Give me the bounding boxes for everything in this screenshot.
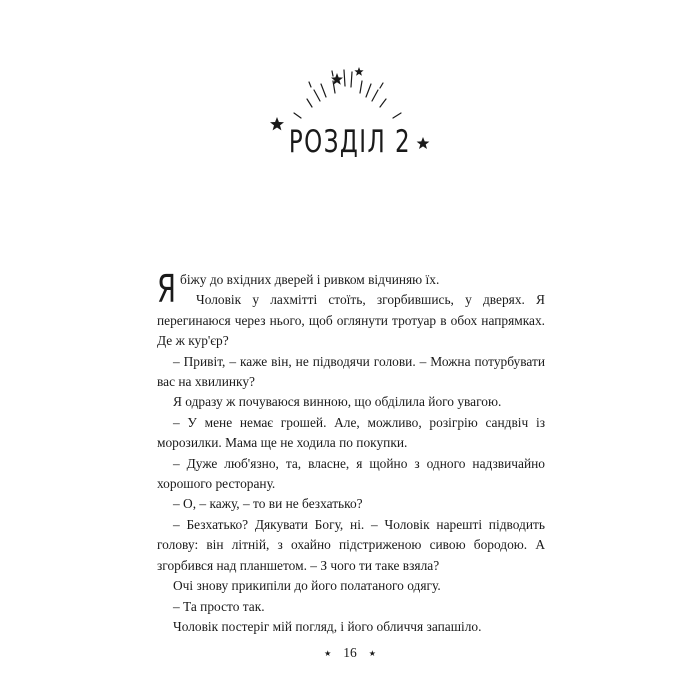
- ray: [307, 99, 312, 107]
- ray: [366, 84, 371, 97]
- star-icon: [354, 67, 363, 76]
- star-icon: ★: [368, 648, 376, 658]
- ray: [344, 70, 345, 86]
- ray: [332, 71, 333, 76]
- ray: [360, 81, 362, 93]
- star-icon: ★: [324, 648, 332, 658]
- ray: [380, 99, 386, 107]
- ray: [309, 82, 311, 87]
- paragraph: – Та просто так.: [173, 598, 265, 614]
- paragraph: Чоловік у лахмітті стоїть, згорбившись, у дверях. Я перегинаюся через нього, щоб оглянути тротуар в обох напрямках. Де ж кур'єр?: [157, 292, 545, 349]
- ray: [393, 113, 401, 118]
- paragraph: – Дуже люб'язно, та, власне, я щойно з одного надзвичайно хорошого ресторану.: [157, 455, 545, 492]
- ray: [294, 113, 301, 118]
- page-number: 16: [343, 645, 357, 660]
- chapter-text: [157, 267, 545, 637]
- paragraph: – Привіт, – каже він, не підводячи голови. – Можна потурбувати вас на хвилинку?: [157, 353, 545, 390]
- paragraph: – У мене немає грошей. Але, можливо, розігрію сандвіч із морозилки. Мама ще не ходила по покупки.: [157, 414, 545, 451]
- ray: [351, 72, 352, 87]
- first-line-text: біжу до вхідних дверей і ривком відчиняю їх.: [180, 272, 440, 287]
- ray: [372, 90, 378, 101]
- paragraph: – О, – кажу, – то ви не безхатько?: [173, 496, 363, 512]
- ray: [380, 83, 383, 88]
- chapter-title: РОЗДІЛ 2: [288, 124, 412, 160]
- page-footer: [0, 644, 700, 663]
- paragraph: – Безхатько? Дякувати Богу, ні. – Чоловік нарешті підводить голову: він літній, з охайно підстриженою сивою бородою. А згорбився над планшетом. – З чого ти таке взяла?: [157, 516, 545, 573]
- ray: [321, 84, 326, 97]
- paragraph: Чоловік постеріг мій погляд, і його обличчя запашіло.: [173, 618, 482, 634]
- paragraph: Очі знову прикипіли до його полатаного одягу.: [173, 578, 441, 594]
- paragraph: Я одразу ж почуваюся винною, що обділила його увагою.: [173, 394, 502, 410]
- first-paragraph: [157, 267, 545, 311]
- drop-cap: Я: [157, 267, 177, 311]
- ray: [314, 90, 320, 101]
